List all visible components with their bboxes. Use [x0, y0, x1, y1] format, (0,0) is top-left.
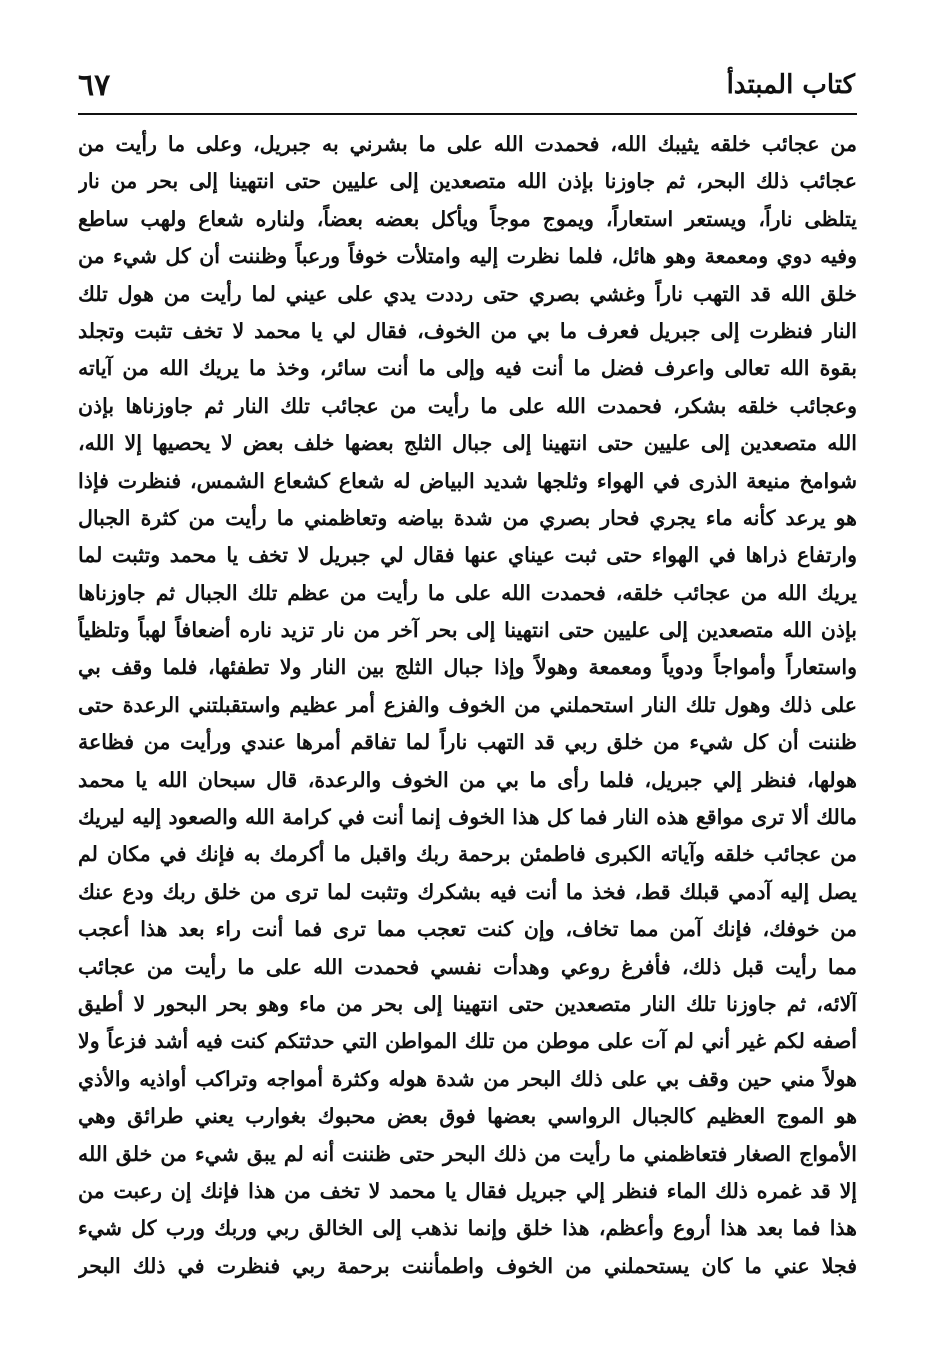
text-line: فجلا عني ما كان يستحملني من الخوف واطمأننت برحمة ربي فنظرت في ذلك البحر	[78, 1253, 857, 1278]
text-line: هو الموج العظيم كالجبال الرواسي بعضها فوق بعض محبوك بغوارب يعني طرائق وهي	[78, 1104, 857, 1129]
page-header	[78, 64, 855, 108]
text-line: أصفه لكم غير أني لم آت على موطن من تلك المواطن التي حدثتكم كنت فيه أشد فزعاً ولا	[78, 1029, 857, 1054]
text-line: وعجائب خلقه بشكر، فحمدت الله على ما رأيت من عجائب تلك النار ثم جاوزناها بإذن	[78, 393, 857, 418]
text-line: يتلظى ناراً، ويستعر استعاراً، ويموج موجاً ويأكل بعضه بعضاً، ولناره شعاع ولهب ساطع	[78, 206, 857, 231]
text-line: آلائه، ثم جاوزنا تلك النار متصعدين حتى انتهينا إلى بحر من ماء وهو بحر البحور لا أطيق	[78, 991, 857, 1016]
text-line: يريك الله من عجائب خلقه، فحمدت الله على ما رأيت من عظم تلك الجبال ثم جاوزناها	[78, 580, 857, 605]
text-line: مما رأيت قبل ذلك، فأفرغ روعي وهدأت نفسي فحمدت الله على ما رأيت من عجائب	[78, 954, 857, 979]
text-line: هو يرعد كأنه ماء يجري فحار بصري من شدة بياضه وتعاظمني ما رأيت من كثرة الجبال	[78, 505, 857, 530]
text-line: الأمواج الصغار فتعاظمني ما رأيت من ذلك البحر حتى ظننت أنه لم يبق شيء من خلق الله	[78, 1141, 857, 1166]
text-line: ظننت أن كل شيء من خلق ربي قد التهب ناراً لما تفاقم أمرها عندي ورأيت من فظاعة	[78, 730, 857, 755]
text-line: الله متصعدين إلى عليين حتى انتهينا إلى جبال الثلج بعضها خلف بعض لا يحصيها إلا الله،	[78, 431, 857, 456]
text-line: إلا قد غمره ذلك الماء فنظر إلي جبريل فقال يا محمد لا تخف من هذا فإنك إن رعبت من	[78, 1178, 857, 1203]
text-line: عجائب ذلك البحر، ثم جاوزنا بإذن الله متصعدين إلى عليين حتى انتهينا إلى بحر من نار	[78, 169, 857, 194]
text-line: واستعاراً وأمواجاً ودوياً ومعمعة وهولاً وإذا جبال الثلج بين النار ولا تطفئها، فلما وقف بي	[78, 655, 857, 680]
text-line: مالك ألا ترى مواقع هذه النار فما كل هذا الخوف إنما أنت في كرامة الله والصعود إليه ليريك	[78, 805, 857, 830]
text-line: هولها، فنظر إلي جبريل، فلما رأى ما بي من الخوف والرعدة، قال سبحان الله يا محمد	[78, 767, 857, 792]
text-line: من عجائب خلقه يثيبك الله، فحمدت الله على ما بشرني به جبريل، وعلى ما رأيت من	[78, 132, 857, 156]
text-line: هذا فما بعد هذا أروع وأعظم، هذا خلق وإنما نذهب إلى الخالق ربي وربك ورب كل شيء	[78, 1216, 857, 1241]
text-line: بقوة الله تعالى واعرف فضل ما أنت فيه وإلى ما أنت سائر، وخذ ما يريك الله من آياته	[78, 356, 857, 381]
text-line: وفيه دوي ومعمعة وهو هائل، فلما نظرت إليه وامتلأت خوفاً ورعباً وظننت أن كل شيء من	[78, 244, 857, 269]
text-line: على ذلك وهول تلك النار استحملني من الخوف والفزع أمر عظيم واستقبلتني الرعدة حتى	[78, 692, 857, 717]
text-line: يصل إليه آدمي قبلك قط، فخذ ما أنت فيه بشكرك وتثبت لما ترى من خلق ربك ودع عنك	[78, 879, 857, 904]
text-line: من خوفك، فإنك آمن مما تخاف، وإن كنت تعجب مما ترى فما أنت راء بعد هذا أعجب	[78, 917, 857, 942]
text-line: شوامخ منيعة الذرى في الهواء وثلجها شديد البياض له شعاع كشعاع الشمس، فنظرت فإذا	[78, 468, 857, 493]
text-line: من عجائب خلقه وآياته الكبرى فاطمئن برحمة ربك واقبل ما أكرمك به فإنك في مكان لم	[78, 842, 857, 867]
running-title: كتاب المبتدأ	[726, 70, 855, 100]
text-line: النار فنظرت إلى جبريل فعرف ما بي من الخوف، فقال لي يا محمد لا تخف تثبت وتجلد	[78, 318, 857, 343]
text-line: وارتفاع ذراها في الهواء حتى ثبت عيناي عنها فقال لي جبريل لا تخف يا محمد وتثبت لما	[78, 543, 857, 568]
text-line: بإذن الله متصعدين إلى عليين حتى انتهينا إلى بحر آخر من نار تزيد ناره أضعافاً لهباً وتلظياً	[78, 618, 857, 643]
text-body	[78, 126, 857, 1285]
header-rule	[78, 113, 857, 115]
text-line: خلق الله قد التهب ناراً وغشي بصري حتى رددت يدي على عيني لما رأيت من هول تلك	[78, 281, 857, 306]
text-line: هولاً مني حين وقف بي على ذلك البحر من شدة هوله وكثرة أمواجه وتراكب أواذيه والأذي	[78, 1066, 857, 1091]
page-number: ٦٧	[78, 68, 111, 103]
